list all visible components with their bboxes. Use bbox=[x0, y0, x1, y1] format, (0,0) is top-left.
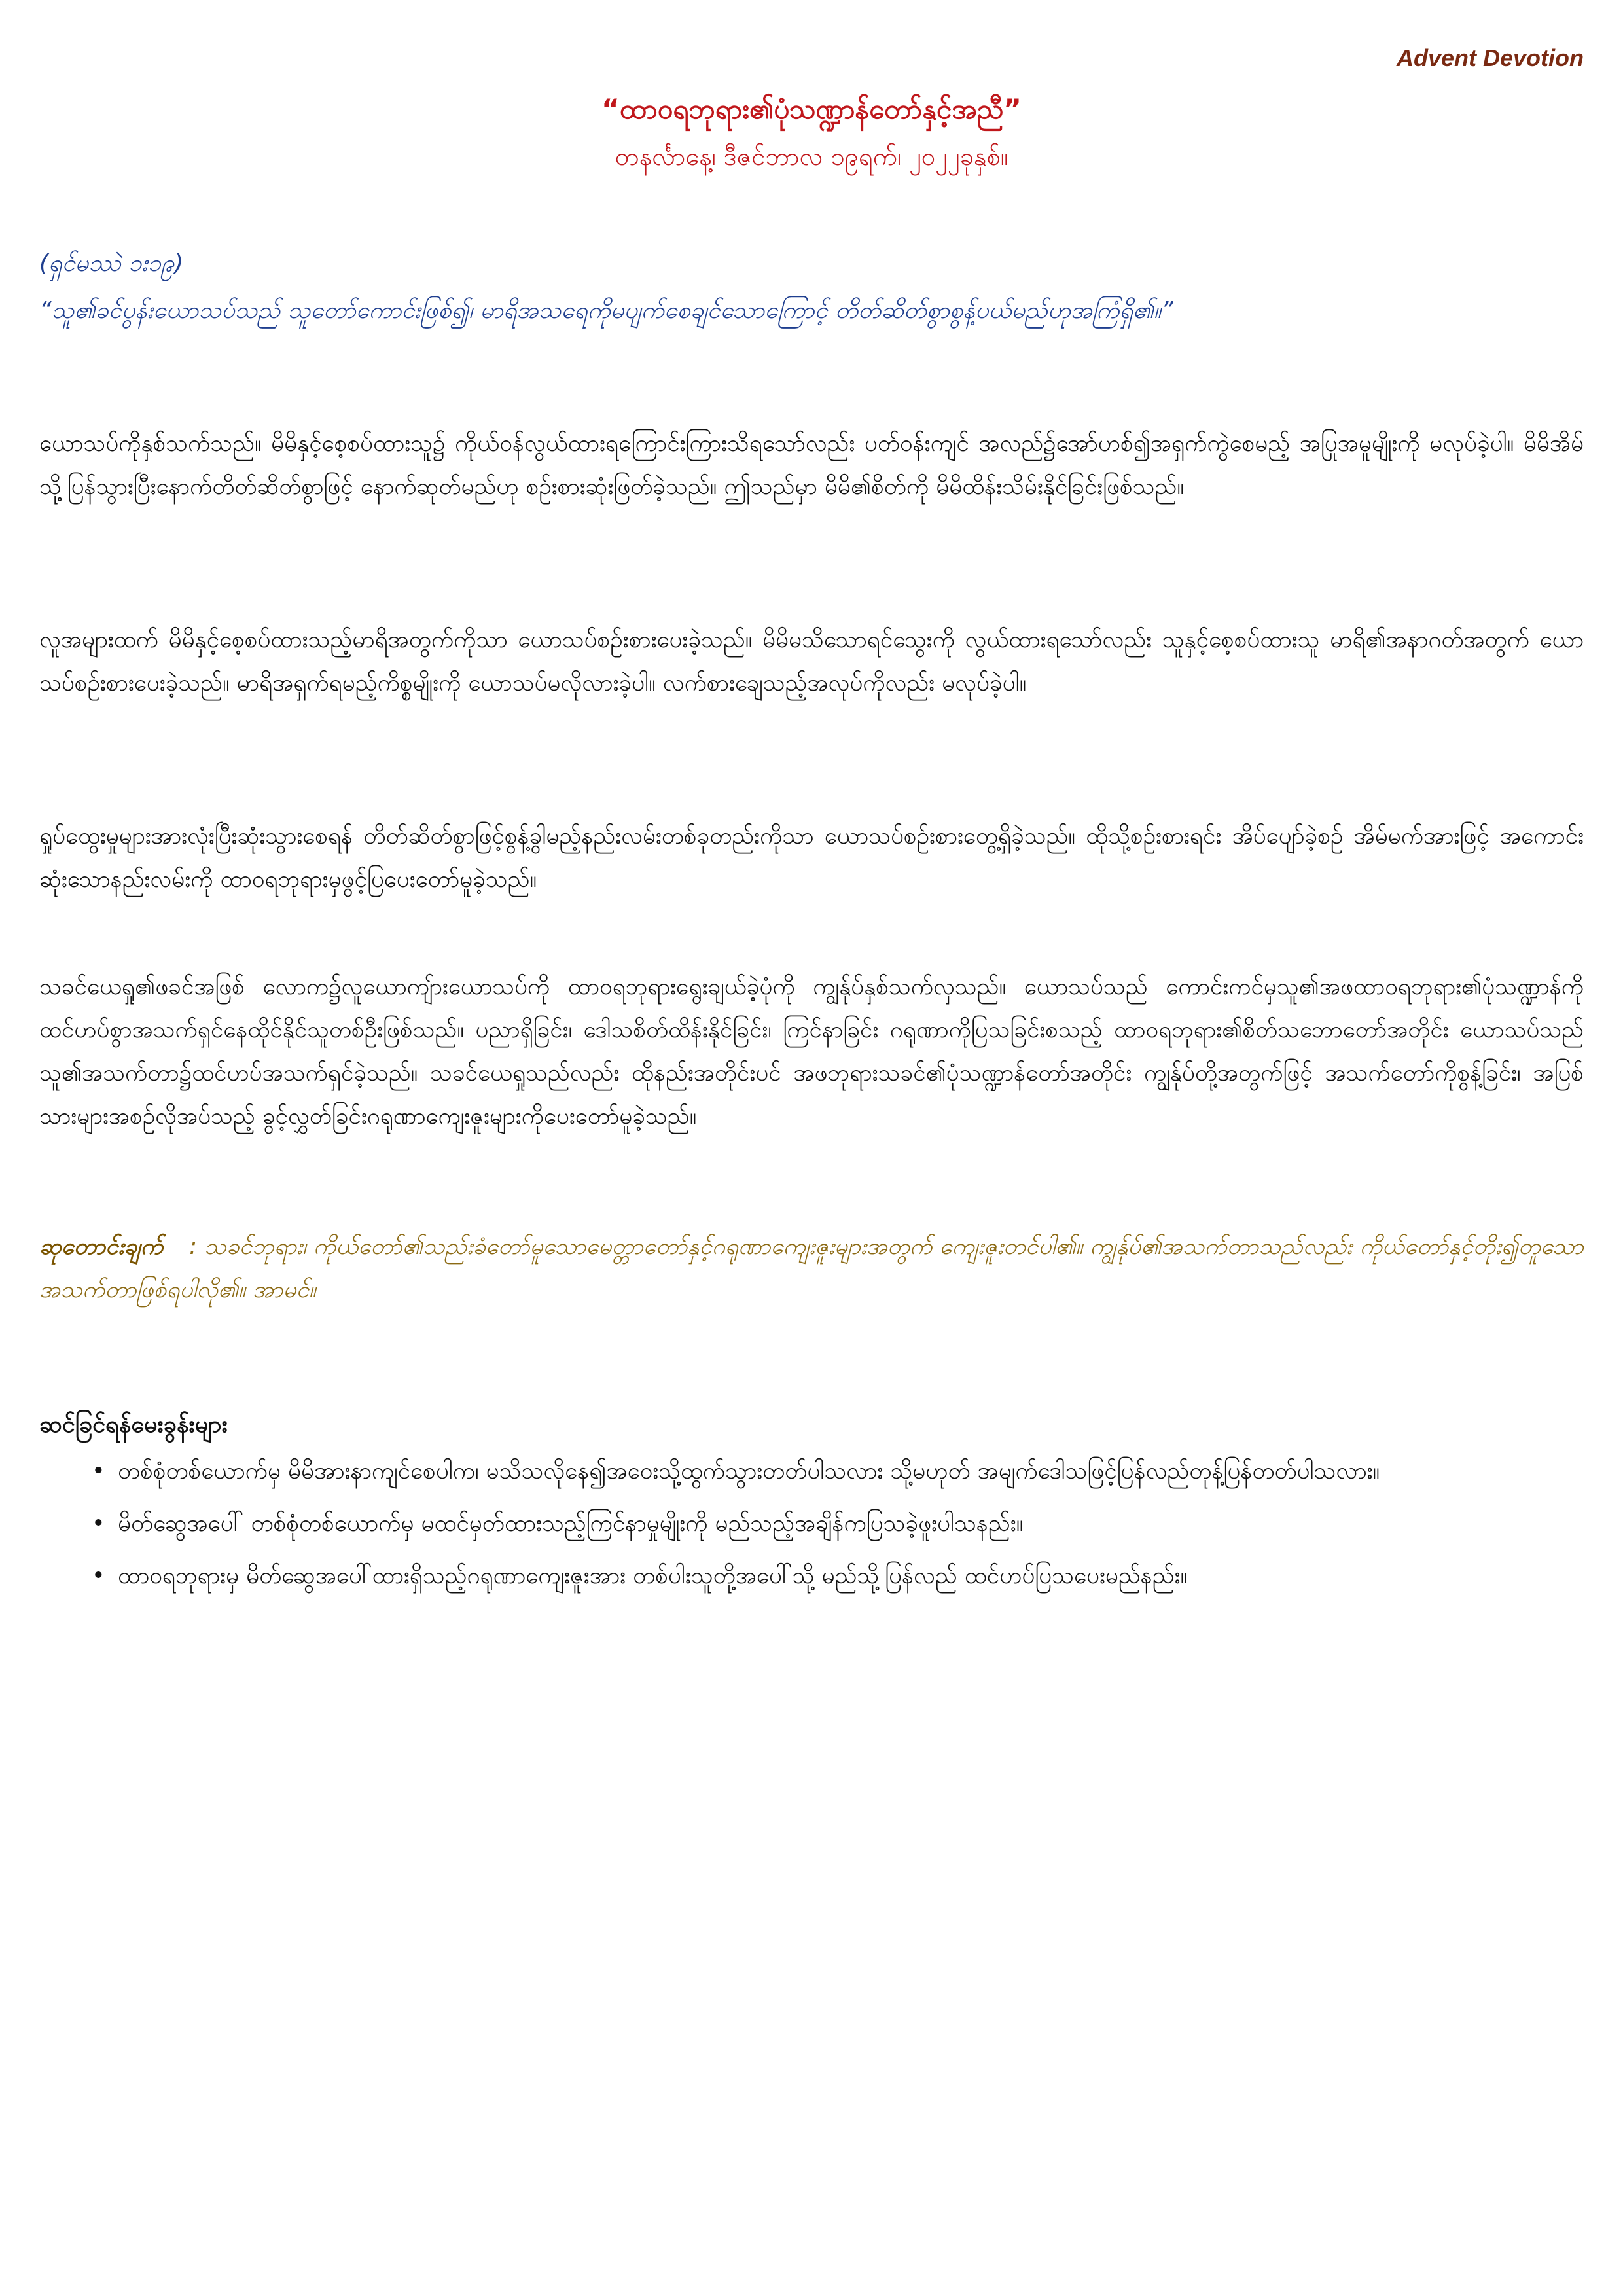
reflection-question-list bbox=[92, 1450, 1584, 1607]
body-paragraph-2: လူအများထက် မိမိနှင့်စေ့စပ်ထားသည့်မာရိအတွက်ကိုသာ ယောသပ်စဉ်းစားပေးခဲ့သည်။ မိမိမသိသောရင်သွေးကို လွယ်ထားရသော်လည်း သူနှင့်စေ့စပ်ထားသူ မာရိ၏အနာဂတ်အတွက် ယောသပ်စဉ်းစားပေးခဲ့သည်။ မာရိအရှက်ရမည့်ကိစ္စမျိုးကို ယောသပ်မလိုလားခဲ့ပါ။ လက်စားချေသည့်အလုပ်ကိုလည်း မလုပ်ခဲ့ပါ။ bbox=[39, 627, 1584, 696]
body-paragraph-3: ရှုပ်ထွေးမှုများအားလုံးပြီးဆုံးသွားစေရန် တိတ်ဆိတ်စွာဖြင့်စွန့်ခွါမည့်နည်းလမ်းတစ်ခုတည်းကိုသာ ယောသပ်စဉ်းစားတွေ့ရှိခဲ့သည်။ ထိုသို့စဉ်းစားရင်း အိပ်ပျော်ခဲ့စဉ် အိမ်မက်အားဖြင့် အကောင်းဆုံးသောနည်းလမ်းကို ထာဝရဘုရားမှဖွင့်ပြပေးတော်မူခဲ့သည်။ bbox=[39, 823, 1584, 893]
page-date: တနင်္လာနေ့၊ ဒီဇင်ဘာလ ၁၉ရက်၊ ၂၀၂၂ခုနှစ်။ bbox=[615, 142, 1008, 171]
bullet-icon: • bbox=[92, 1511, 105, 1537]
prayer-label: ဆုတောင်းချက် bbox=[39, 1234, 164, 1260]
reflection-question-2: မိတ်ဆွေအပေါ် တစ်စုံတစ်ယောက်မှ မထင်မှတ်ထားသည့်ကြင်နာမှုမျိုးကို မည်သည့်အချိန်ကပြသခဲ့ဖူးပါသနည်း။ bbox=[118, 1511, 1024, 1537]
scripture-quote: “သူ၏ခင်ပွန်းယောသပ်သည် သူတော်ကောင်းဖြစ်၍၊ မာရိအသရေကိုမပျက်စေချင်သောကြောင့် တိတ်ဆိတ်စွာစွန့်ပယ်မည်ဟုအကြံရှိ၏။” bbox=[39, 297, 1173, 324]
list-item bbox=[92, 1450, 1584, 1493]
bullet-icon: • bbox=[92, 1563, 105, 1589]
reflection-question-1: တစ်စုံတစ်ယောက်မှ မိမိအားနာကျင်စေပါက၊ မသိသလိုနေ၍အဝေးသို့ထွက်သွားတတ်ပါသလား သို့မဟုတ် အမျက်ဒေါသဖြင့်ပြန်လည်တုန့်ပြန်တတ်ပါသလား။ bbox=[118, 1458, 1380, 1484]
prayer-text: : သခင်ဘုရား၊ ကိုယ်တော်၏သည်းခံတော်မူသောမေတ္တာတော်နှင့်ဂရုဏာကျေးဇူးများအတွက် ကျေးဇူးတင်ပါ၏။ ကျွန်ုပ်၏အသက်တာသည်လည်း ကိုယ်တော်နှင့်တိုး၍တူသောအသက်တာဖြစ်ရပါလို၏။ အာမင်။ bbox=[39, 1234, 1584, 1303]
prayer-section bbox=[39, 1225, 1584, 1312]
document-tag: Advent Devotion bbox=[1396, 45, 1584, 71]
page-title: “ထာဝရဘုရား၏ပုံသဏ္ဍာန်တော်နှင့်အညီ” bbox=[601, 93, 1022, 125]
list-item bbox=[92, 1554, 1584, 1598]
reflection-question-3: ထာဝရဘုရားမှ မိတ်ဆွေအပေါ်ထားရှိသည့်ဂရုဏာကျေးဇူးအား တစ်ပါးသူတို့အပေါ်သို့ မည်သို့ပြန်လည် ထင်ဟပ်ပြသပေးမည်နည်း။ bbox=[118, 1563, 1188, 1589]
reflection-heading: ဆင်ခြင်ရန်မေးခွန်းများ bbox=[39, 1411, 228, 1438]
list-item bbox=[92, 1502, 1584, 1545]
scripture-reference: (ရှင်မဿဲ ၁း၁၉) bbox=[39, 250, 184, 277]
body-paragraph-1: ယောသပ်ကိုနှစ်သက်သည်။ မိမိနှင့်စေ့စပ်ထားသူ၌ ကိုယ်ဝန်လွယ်ထားရကြောင်းကြားသိရသော်လည်း ပတ်ဝန်းကျင် အလည်၌အော်ဟစ်၍အရှက်ကွဲစေမည့် အပြုအမူမျိုးကို မလုပ်ခဲ့ပါ။ မိမိအိမ်သို့ပြန်သွားပြီးနောက်တိတ်ဆိတ်စွာဖြင့် နောက်ဆုတ်မည်ဟု စဉ်းစားဆုံးဖြတ်ခဲ့သည်။ ဤသည်မှာ မိမိ၏စိတ်ကို မိမိထိန်းသိမ်းနိုင်ခြင်းဖြစ်သည်။ bbox=[39, 431, 1584, 500]
bullet-icon: • bbox=[92, 1458, 105, 1484]
body-paragraph-4: သခင်ယေရှု၏ဖခင်အဖြစ် လောက၌လူယောကျ်ားယောသပ်ကို ထာဝရဘုရားရွေးချယ်ခဲ့ပုံကို ကျွန်ုပ်နှစ်သက်လှသည်။ ယောသပ်သည် ကောင်းကင်မှသူ၏အဖထာဝရဘုရား၏ပုံသဏ္ဍာန်ကို ထင်ဟပ်စွာအသက်ရှင်နေထိုင်နိုင်သူတစ်ဦးဖြစ်သည်။ ပညာရှိခြင်း၊ ဒေါသစိတ်ထိန်းနိုင်ခြင်း၊ ကြင်နာခြင်း ဂရုဏာကိုပြသခြင်းစသည့် ထာဝရဘုရား၏စိတ်သဘောတော်အတိုင်း ယောသပ်သည် သူ၏အသက်တာ၌ထင်ဟပ်အသက်ရှင်ခဲ့သည်။ သခင်ယေရှုသည်လည်း ထိုနည်းအတိုင်းပင် အဖဘုရားသခင်၏ပုံသဏ္ဍာန်တော်အတိုင်း ကျွန်ုပ်တို့အတွက်ဖြင့် အသက်တော်ကိုစွန့်ခြင်း၊ အပြစ်သားများအစဉ်လိုအပ်သည့် ခွင့်လွှတ်ခြင်းဂရုဏာကျေးဇူးများကိုပေးတော်မူခဲ့သည်။ bbox=[39, 974, 1584, 1130]
